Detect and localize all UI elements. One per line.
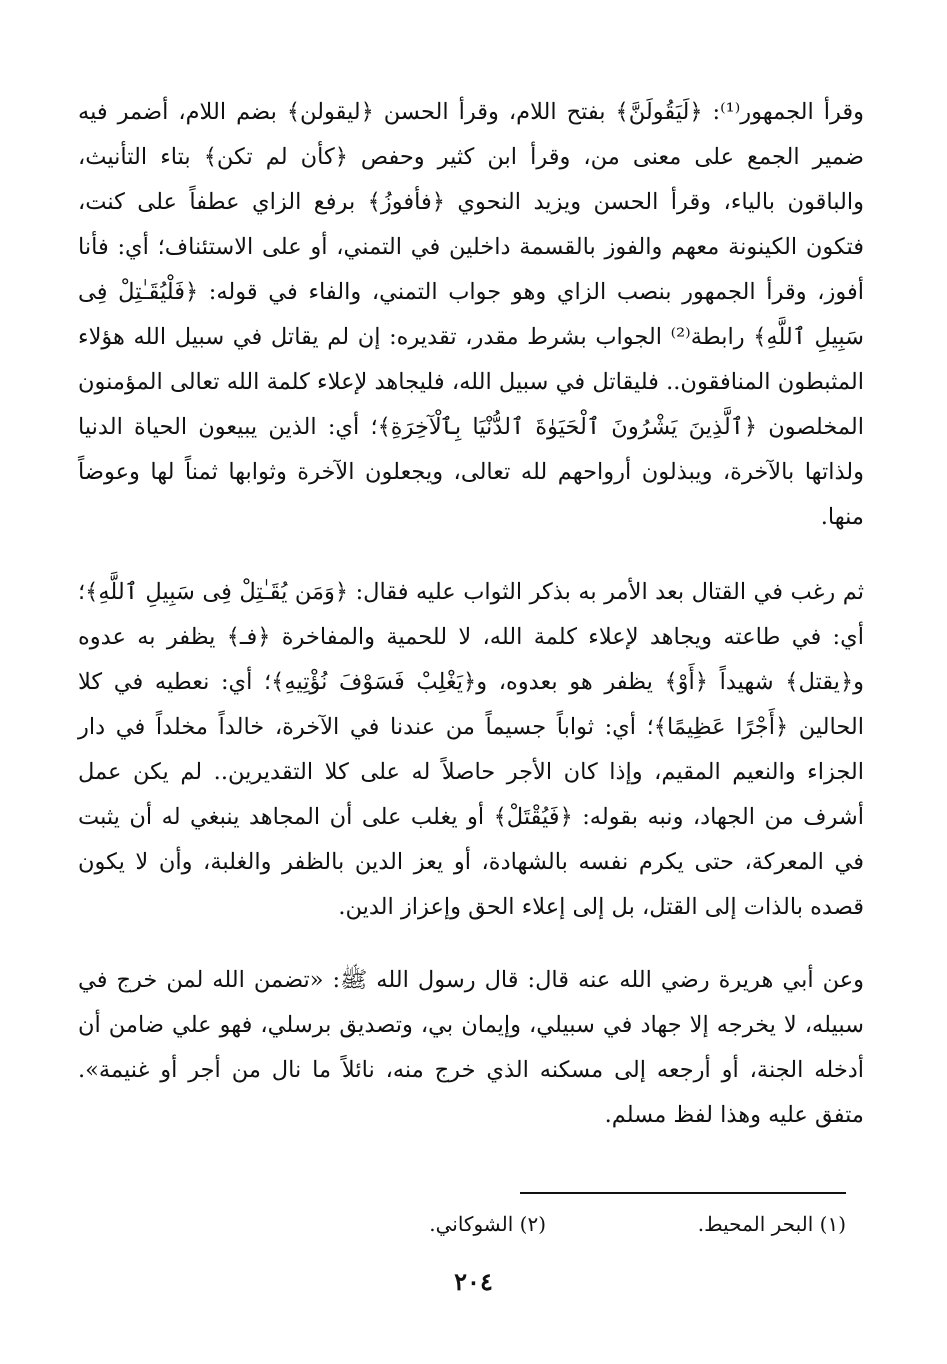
footnote-separator [520, 1192, 846, 1194]
page-body [78, 90, 864, 1138]
footnote-1: (١) البحر المحيط. [697, 1212, 846, 1236]
footnotes [300, 1207, 846, 1241]
body-paragraph-3: وعن أبي هريرة رضي الله عنه قال: قال رسول الله ﷺ: «تضمن الله لمن خرج في سبيله، لا يخرجه إلا جهاد في سبيلي، وإيمان بي، وتصديق برسلي، فهو علي ضامن أن أدخله الجنة، أو أرجعه إلى مسكنه الذي خرج منه، نائلاً ما نال من أجر أو غنيمة». متفق عليه وهذا لفظ مسلم. [78, 967, 864, 1128]
body-paragraph-2: ثم رغب في القتال بعد الأمر به بذكر الثواب عليه فقال: ﴿وَمَن يُقَـٰتِلْ فِى سَبِيلِ ٱللَّهِ﴾؛ أي: في طاعته ويجاهد لإعلاء كلمة الله، لا للحمية والمفاخرة ﴿فـ﴾ يظفر به عدوه و﴿يقتل﴾ شهيداً ﴿أَوْ﴾ يظفر هو بعدوه، و﴿يَغْلِبْ فَسَوْفَ نُؤْتِيهِ﴾؛ أي: نعطيه في كلا الحالين ﴿أَجْرًا عَظِيمًا﴾؛ أي: ثواباً جسيماً من عندنا في الآخرة، خالداً مخلداً في دار الجزاء والنعيم المقيم، وإذا كان الأجر حاصلاً له على كلا التقديرين.. لم يكن عمل أشرف من الجهاد، ونبه بقوله: ﴿فَيُقْتَلْ﴾ أو يغلب على أن المجاهد ينبغي له أن يثبت في المعركة، حتى يكرم نفسه بالشهادة، أو يعز الدين بالظفر والغلبة، وأن لا يكون قصده بالذات إلى القتل، بل إلى إعلاء الحق وإعزاز الدين. [78, 579, 864, 920]
footnote-2: (٢) الشوكاني. [429, 1212, 546, 1236]
page-number: ٢٠٤ [454, 1267, 493, 1296]
body-paragraph-1: وقرأ الجمهور⁽¹⁾: ﴿لَيَقُولَنَّ﴾ بفتح اللام، وقرأ الحسن ﴿ليقولن﴾ بضم اللام، أضمر فيه ضمير الجمع على معنى من، وقرأ ابن كثير وحفص ﴿كأن لم تكن﴾ بتاء التأنيث، والباقون بالياء، وقرأ الحسن ويزيد النحوي ﴿فأفوزُ﴾ برفع الزاي عطفاً على كنت، فتكون الكينونة معهم والفوز بالقسمة داخلين في التمني، أو على الاستئناف؛ أي: فأنا أفوز، وقرأ الجمهور بنصب الزاي وهو جواب التمني، والفاء في قوله: ﴿فَلْيُقَـٰتِلْ فِى سَبِيلِ ٱللَّهِ﴾ رابطة⁽²⁾ الجواب بشرط مقدر، تقديره: إن لم يقاتل في سبيل الله هؤلاء المثبطون المنافقون.. فليقاتل في سبيل الله، فليجاهد لإعلاء كلمة الله تعالى المؤمنون المخلصون ﴿ٱلَّذِينَ يَشْرُونَ ٱلْحَيَوٰةَ ٱلدُّنْيَا بِٱلْآخِرَةِ﴾؛ أي: الذين يبيعون الحياة الدنيا ولذاتها بالآخرة، ويبذلون أرواحهم لله تعالى، ويجعلون الآخرة وثوابها ثمناً لها وعوضاً منها. [78, 99, 864, 530]
